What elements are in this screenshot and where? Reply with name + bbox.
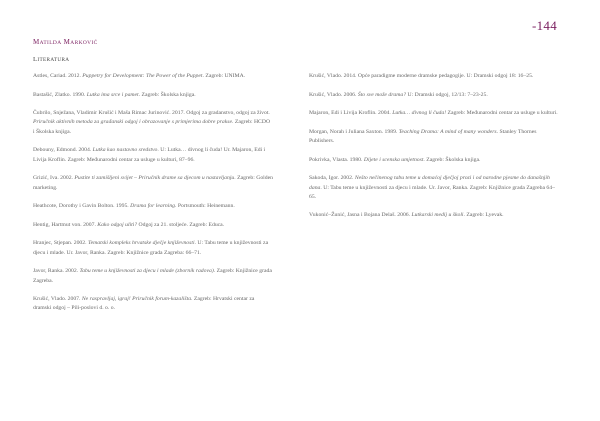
reference-entry [309,156,561,165]
reference-text: Krušić, Vlado. 2007. [33,296,82,303]
reference-title: Kako odgoj uliti? [97,221,138,228]
reference-title: Teaching Drama: A mind of many wonders [398,128,497,135]
reference-title: Tabu teme u književnosti za djecu i mlade (zbornik radova) [79,268,214,275]
reference-text: Astles, Cariad. 2012. [33,73,83,79]
reference-entry [309,128,561,147]
reference-text: Grizić, Iva. 2002. [33,175,75,182]
reference-entry [309,91,561,100]
reference-text: Debouny, Edmond. 2004. [33,147,93,154]
reference-entry [33,202,273,211]
reference-text: . Zagreb: Hrvatski centar za dramski odgoj – Pili-poslovi d. o. o. [33,296,255,312]
reference-title: Puppetry for Development: The Power of the Puppet [82,73,203,79]
reference-text: Hentig, Hartmut von. 2007. [33,221,98,228]
reference-text: . U: Lutka… divnog li čuda! Ur. Majaron, Edi i Livija Kroflin. Zagreb: Međunarodni centar za usluge u kulturi, 87–96. [33,147,266,163]
reference-title: Lutka… divnog li čuda! [392,110,447,117]
reference-title: Što sve može drama? [357,91,407,98]
reference-text: Javor, Ranka. 2002. [33,268,80,275]
reference-text: Odgoj za 21. stoljeće. Zagreb: Educa. [137,221,225,228]
reference-title: Priručnik aktivnih metoda za građanski odgoj i obrazovanje s primjerima dobre prakse [33,119,232,126]
author-first-rest: ATILDA [39,40,62,46]
reference-entry [33,295,273,314]
reference-entry [33,267,273,286]
reference-text: Bastašić, Zlatko. 1990. [33,91,87,98]
section-initial: L [33,56,38,63]
reference-entry [309,174,561,202]
reference-text: Krušić, Vlado. 2006. [309,91,358,98]
reference-text: . U: Tabu teme u književnosti za djecu i mlade. Ur. Javor, Ranka. Zagreb: Knjižnice grada Zagreba 64–65. [309,184,555,200]
reference-text: . Zagreb: HCDO i Školska knjiga. [33,119,271,135]
reference-text: . Zagreb: UNIMA. [202,73,246,79]
reference-entry [33,109,273,137]
reference-title: Nešto nečinenog tabu teme u domaćoj dječjoj prozi i od narodne pjesme do današnjih dana [309,175,550,191]
reference-title: Tematski kompleks hrvatske dječje književnosti [87,240,195,247]
reference-entry [309,72,561,81]
references-right-column [309,72,561,230]
reference-text: Krušić, Vlado. 2014. [309,73,358,79]
reference-text: Sakoda, Igor. 2002. [309,175,355,182]
reference-text: Pokrivka, Vlasta. 1980. [309,156,364,163]
reference-text: . Zagreb: Golden marketing. [33,175,273,191]
running-header-author [33,38,98,46]
reference-text: Majaron, Edi i Livija Kroflin. 2004. [309,110,393,117]
reference-entry [309,109,561,118]
reference-text: Vukonić–Žunić, Jasna i Bojana Delaš. 2006. [309,212,412,219]
reference-text: U: Dramski odgoj, 12/13: 7–23-25. [406,91,488,98]
reference-text: Opće paradigme moderne dramske pedagogije. U: Dramski odgoj 18: 16–25. [357,73,534,79]
author-last-initial: M [63,38,71,46]
section-heading [33,56,69,63]
reference-text: Heathcote, Dorothy i Gavin Bolton. 1995. [33,203,131,210]
reference-title: Pustite ti zamišljeni svijet – Priručnik drame sa djecom u nastavljanju [74,175,235,182]
author-first-initial: M [33,38,40,46]
references-left-column [33,72,273,323]
reference-entry [33,146,273,165]
reference-text: . Stanley Thornes Publishers. [309,128,537,145]
reference-entry [33,174,273,193]
reference-title: Ne raspravljaj, igraj! Priručnik forum-kazališta [81,296,192,303]
reference-text: . U: Tabu teme u književnosti za djecu i mlade. Ur. Javor, Ranka. Zagreb: Knjižnice grada Zagreba: 66–71. [33,240,269,256]
reference-text: . Zagreb: Knjižnice grada Zagreba. [33,268,272,284]
reference-entry [33,91,273,100]
reference-entry [33,72,273,81]
reference-entry [33,221,273,230]
reference-entry [33,239,273,258]
reference-text: Morgan, Norah i Juliana Saxton. 1989. [309,128,399,135]
reference-text: . Zagreb: Školska knjiga. [138,91,196,98]
reference-title: Dijete i scenska umjetnost [363,156,424,163]
reference-title: Lutka ima srce i pamet [86,91,139,98]
reference-text: Čubrilo, Snježana, Vladimir Krušić i Maša Rimac Jurinović. 2017. Odgoj za gradanstvo, odgoj za život. [33,110,270,117]
author-last-rest: ARKOVIĆ [70,40,98,46]
reference-text: Zagreb: Međunarodni centar za usluge u kulturi. [446,110,558,117]
reference-text: Hranjec, Stjepan. 2002. [33,240,88,247]
reference-title: Drama for learning [130,203,176,210]
reference-text: . Portsmouth: Heinemann. [175,203,235,210]
reference-title: Lutkarski medij u školi [411,212,464,219]
section-rest: ITERATURA [37,57,70,63]
reference-entry [309,211,561,220]
reference-title: Lutka kao nastavno sredstvo [92,147,158,154]
reference-text: . Zagreb: Lyevak. [463,212,504,219]
page-number: -144 [531,18,557,33]
reference-text: . Zagreb: Školska knjiga. [423,156,481,163]
